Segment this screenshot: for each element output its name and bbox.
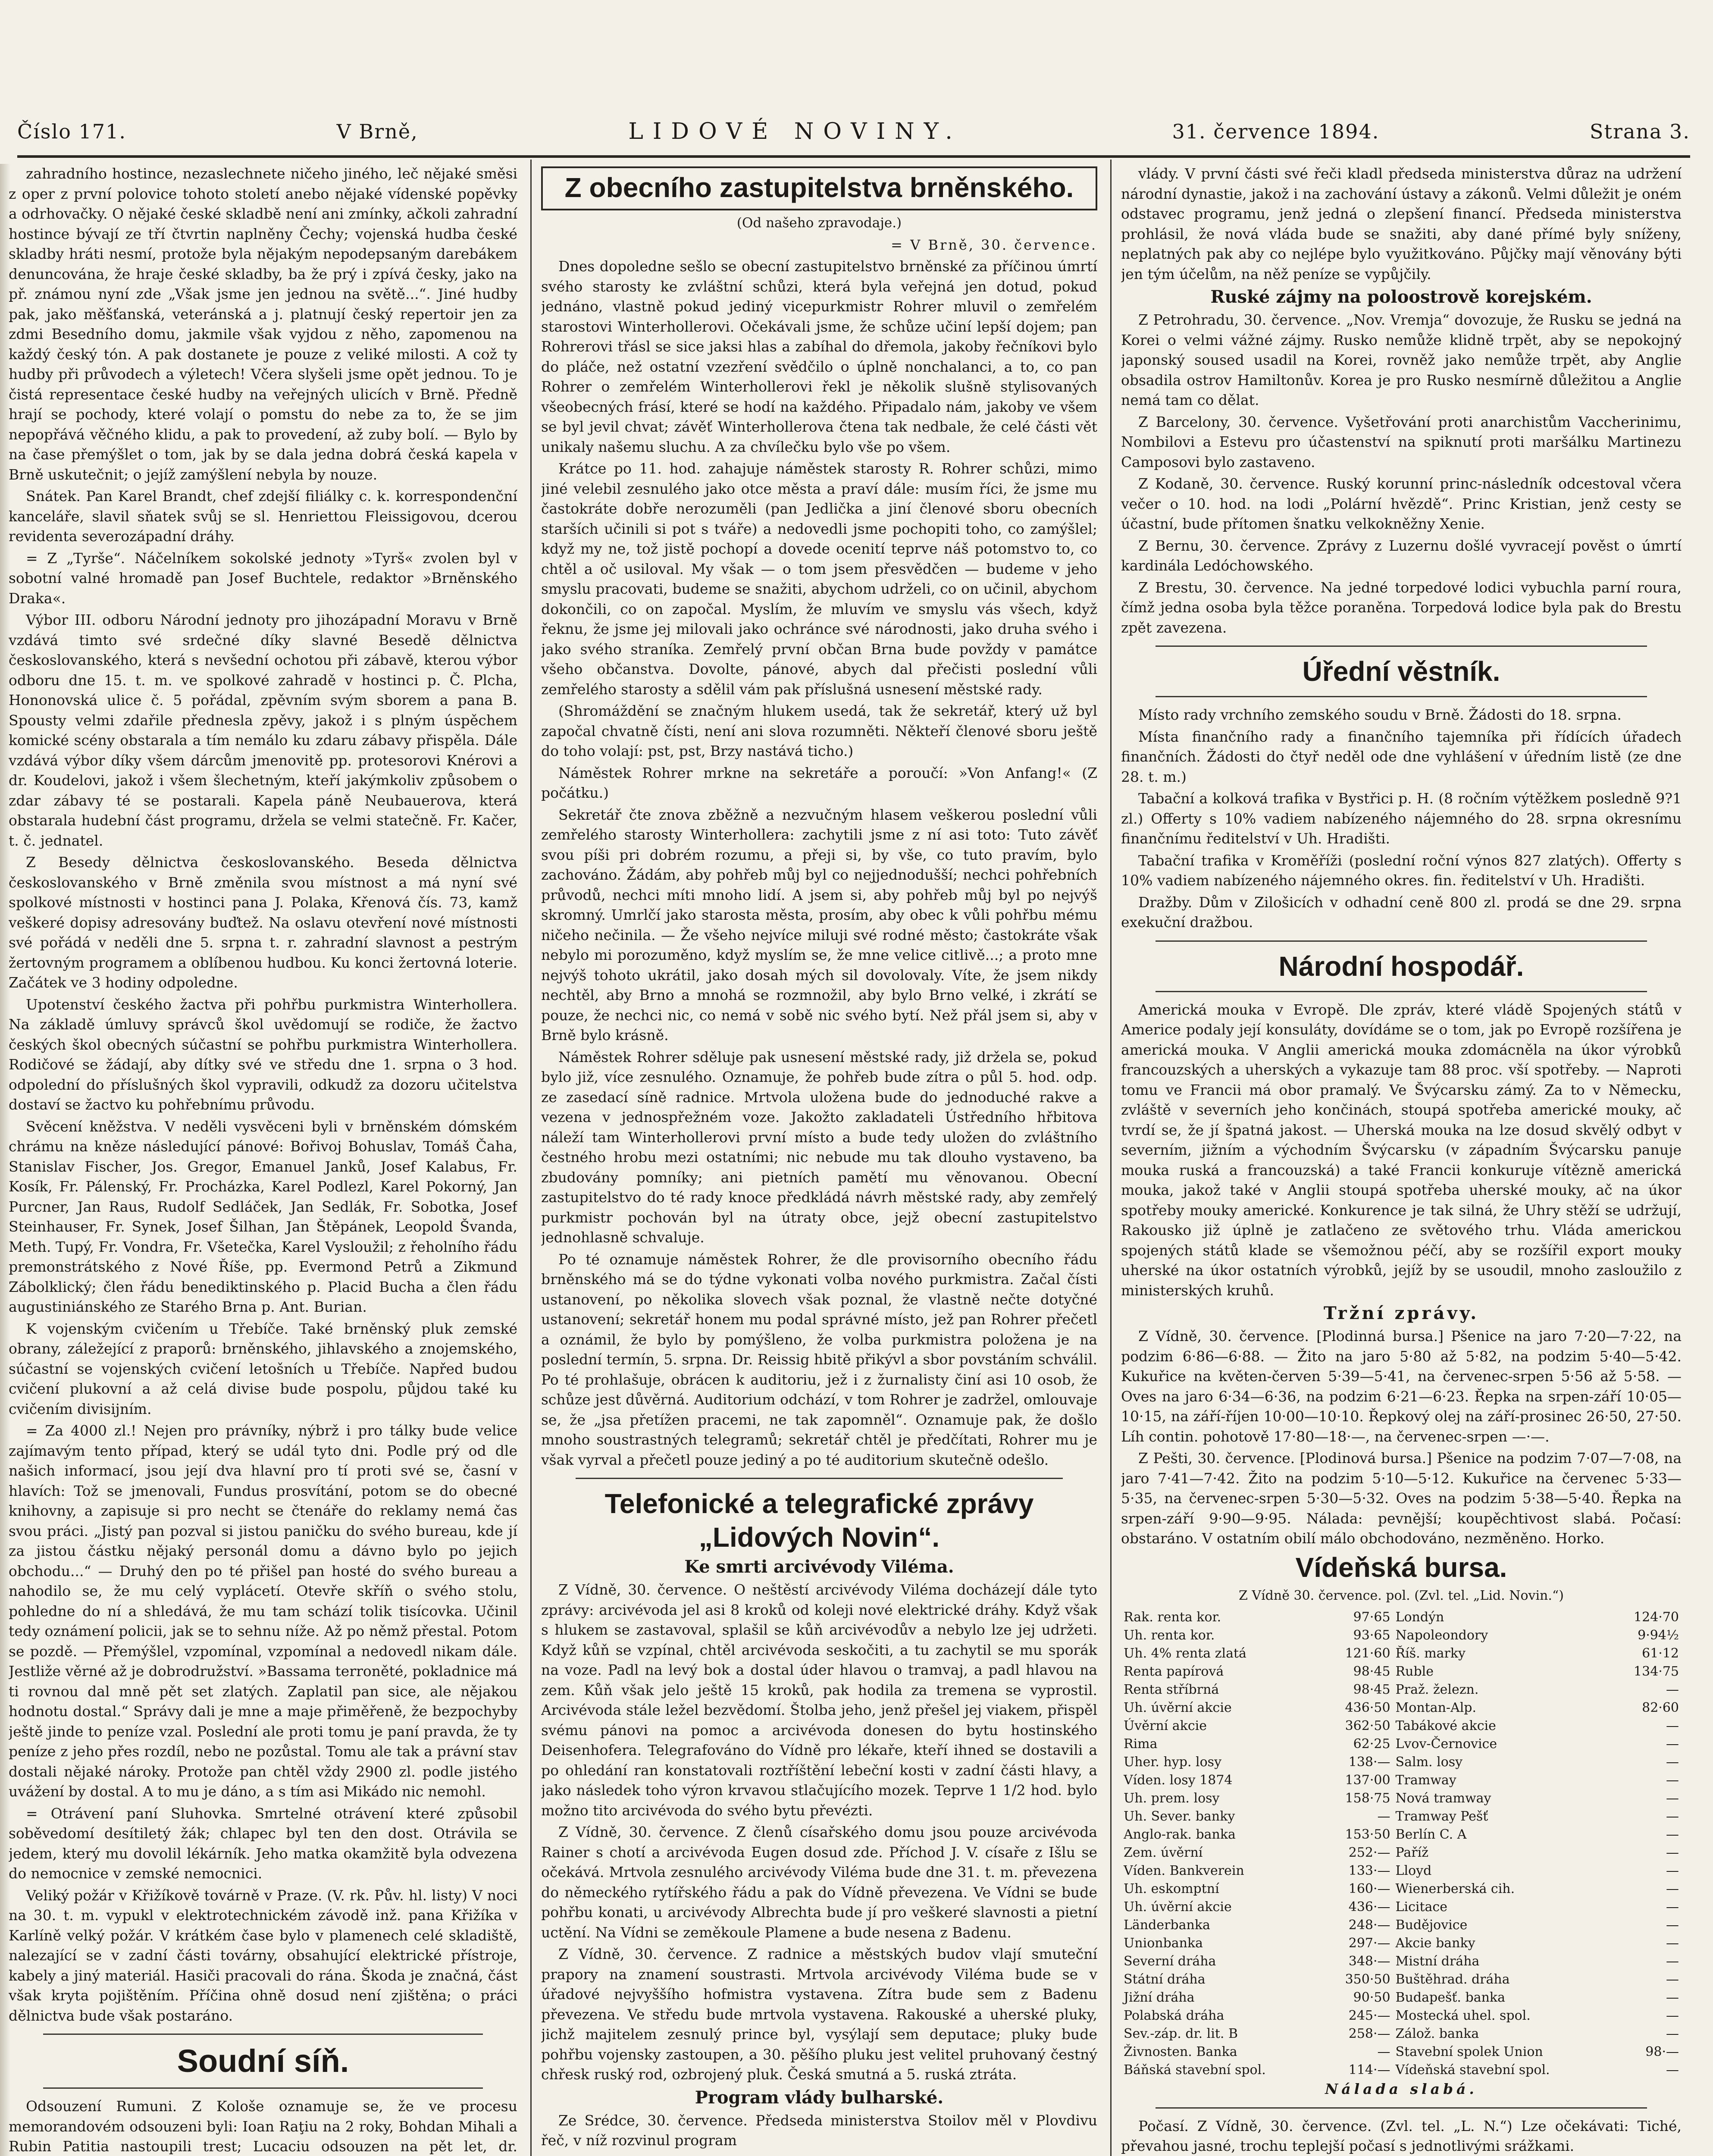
column-3 [1121, 164, 1682, 2156]
market-report: Z Pešti, 30. července. [Plodinová bursa.] Pšenice na podzim 7·07—7·08, na jaro 7·41—7·42. Žito na podzim 5·10—5·12. Kukuřice na červenec 5·33—5·35, na červenec-srpen 5·30—5·32. Oves na podzim 5·38—5·40. Řepka na srpen-září 9·90—9·95. Nálada: pevnější; koupěchtivost slabá. Počasí: obstaráno. V ostatním obilí málo obchodováno, nezměněno. Horko. [1121, 1450, 1682, 1547]
masthead-rule [17, 155, 1690, 158]
bursa-name: Unionbanka [1124, 1936, 1203, 1951]
bursa-name: Živnosten. Banka [1124, 2044, 1237, 2059]
section-rule [1156, 2107, 1647, 2109]
headline-vestnik: Úřední věstník. [1302, 656, 1500, 687]
bursa-value: — [1666, 1881, 1679, 1896]
vestnik-item: Dražby. Dům v Zilošicích v odhadní ceně 800 zl. prodá se dne 29. srpna exekuční dražbou. [1121, 893, 1682, 931]
section-rule [1156, 696, 1647, 697]
short-news: Z Kodaně, 30. července. Ruský korunní princ-následník odcestoval včera večer o 10. hod. na lodi „Polární hvězdě“. Princ Kristian, jenž cesty se účastní, bude přítomen šnatku velkokněžny Xenie. [1121, 475, 1682, 532]
bursa-value: — [1666, 1899, 1679, 1915]
vestnik-item: Tabační a kolková trafika v Bystřici p. H. (8 ročním výtěžkem posledně 9?1 zl.) Offerty s 10% vadiem nabízeného nájemného do 28. srpna okresnímu finančnímu ředitelství v Uh. Hradišti. [1121, 790, 1682, 847]
bursa-value: — [1666, 2062, 1679, 2078]
bursa-value: 134·75 [1634, 1664, 1679, 1679]
masthead [17, 108, 1690, 155]
article-tyrs: = Z „Tyrše“. Náčelníkem sokolské jednoty »Tyrš« zvolen byl v sobotní valné hromadě pan Josef Buchtele, redaktor »Brněnského Draka«. [9, 549, 517, 607]
bursa-name: Zálož. banka [1395, 2026, 1479, 2041]
subhead-trzni: Tržní zprávy. [1323, 1303, 1479, 1323]
bursa-name: Mostecká uhel. spol. [1395, 2008, 1531, 2023]
bursa-value: 137·00 [1345, 1773, 1390, 1788]
bursa-value: 97·65 [1353, 1610, 1390, 1625]
bursa-name: Říš. marky [1395, 1646, 1466, 1661]
council-para: Krátce po 11. hod. zahajuje náměstek starosty R. Rohrer schůzi, mimo jiné velebil zesnulého jako otce města a praví dále: musím říci, že jsme mu častokráte dobře nerozuměli (pan Jedlička a jiní členové sboru obecních starších učinili si pot s tváře) a nedovedli jsme pochopiti toho, co zamýšlel; když my ne, tož jistě pochopí a dovede ocenití teprve náš potomstvo to, co chtěl a oč usiloval. My však — o tom jsem přesvědčen — budeme v jeho smyslu pracovati, budeme se snažiti, abychom udrželi, co on učinil, abychom dokončili, co on započal. Myslím, že mluvím ve smyslu vás všech, když řeknu, že jsme jej milovali jako ochránce své národnosti, jako druha svého i jako svého straníka. Zemřelý první občan Brna bude povždy v památce všeho občanstva. Dovolte, pánové, abych dal přečisti poslední vůli zemřelého starosty a sdělil vám pak příslušná usnesení městské rady. [541, 460, 1097, 698]
bursa-value: 297·— [1348, 1936, 1390, 1951]
bursa-table [1121, 1608, 1682, 2079]
short-news: Z Bernu, 30. července. Zprávy z Luzernu došlé vyvracejí pověst o úmrtí kardinála Ledóchowského. [1121, 537, 1682, 574]
bursa-name: Renta stříbrná [1124, 1682, 1219, 1697]
bursa-row [1121, 1916, 1682, 1934]
bursa-value: 62·25 [1353, 1736, 1390, 1752]
bursa-name: Montan-Alp. [1395, 1700, 1477, 1715]
bursa-value: — [1666, 1773, 1679, 1788]
bursa-name: Napoleondory [1395, 1628, 1488, 1643]
bursa-value: 121·60 [1345, 1646, 1390, 1661]
article-funeral-pupils: Upotenství českého žactva při pohřbu purkmistra Winterhollera. Na základě úmluvy správců škol uvědomují se rodiče, že žactvo českých škol obecných súčastní se pohřbu purkmistra Winterhollera. Rodičové se žádají, aby dítky své ve středu dne 1. srpna o 3 hod. odpolední do příslušných škol vypravili, odkudž za dozoru učitelstva dostaví se žactvo ku pohřebnímu průvodu. [9, 996, 517, 1113]
bursa-value: 160·— [1348, 1881, 1390, 1896]
bursa-name: Stavební spolek Union [1395, 2044, 1543, 2059]
bursa-row [1121, 2043, 1682, 2061]
vestnik-item: Tabační trafika v Kroměříži (poslední roční výnos 827 zlatých). Offerty s 10% vadiem nabízeného nájemného okres. fin. ředitelství v Uh. Hradišti. [1121, 852, 1682, 889]
bursa-name: Renta papírová [1124, 1664, 1224, 1679]
bursa-name: Uh. prem. losy [1124, 1791, 1220, 1806]
bursa-name: Vídeňská stavební spol. [1395, 2062, 1550, 2078]
bursa-row [1121, 1699, 1682, 1717]
bursa-subtitle: Z Vídně 30. července. pol. (Zvl. tel. „Lid. Novin.“) [1239, 1588, 1564, 1603]
section-rule [43, 2087, 483, 2089]
column-rule [530, 160, 532, 2156]
bursa-name: Severní dráha [1124, 1954, 1216, 1969]
bursa-row [1121, 1880, 1682, 1898]
bursa-value: — [1666, 1718, 1679, 1733]
bursa-name: Nová tramway [1395, 1791, 1491, 1806]
section-rule [1156, 991, 1647, 992]
column-2 [541, 164, 1097, 2156]
telegram-para: Z Vídně, 30. července. O neštěstí arcivévody Viléma docházejí dále tyto zprávy: arcivévoda jel asi 8 kroků od koleji nové elektrické dráhy. Když však s hlukem se zastavoval, splašil se kůň arcivévodův a nebylo lze jej udržeti. Když kůň se vzpínal, chtěl arcivévoda seskočiti, a tu zachytil se mu sporák na voze. Padl na levý bok a dostal úder hlavou o tramvaj, a padl hlavou na zem. Kůň však jelo ještě 15 kroků, pak hodila za tremena se vyprostil. Arcivévoda stále ležel bezvědomí. Štolba jeho, jenž přešel jej viakem, přispěl svému pánovi na pomoc a arcivévoda donesen do bytu hostinského Deisenhofera. Telegrafováno do Vídně pro lékaře, kteří ihned se dostavili a po ohledání ran konstatovali roztříštění lebeční kosti v zadní části hlavy, a jako následek toho výron krvavou stlačujícího mozek. Teprve 1 1/2 hod. bylo možno tito arcivévoda do svého bytu převézti. [541, 1581, 1097, 1819]
bursa-name: Budějovice [1395, 1918, 1468, 1933]
bursa-row [1121, 1771, 1682, 1789]
section-rule [43, 2034, 483, 2035]
bursa-name: Uh. úvěrní akcie [1124, 1899, 1232, 1915]
telegram-para: Z Vídně, 30. července. Z radnice a městských budov vlají smuteční prapory na znamení soustrasti. Mrtvola arcivévody Viléma bude se v úřadové nejvyššího hofmistra vystavena. Zítra bude sem z Badenu převezena. Ve středu bude mrtvola vystavena. Rakouské a uherské pluky, jichž majitelem zesnulý prince byl, vysýlají sem deputace; pluky bude pohřbu vojensky zastoupen, a 30. pěšího pluku jest velitel pruhovaný čestný chřesk ruský rod, ozbrojený pluk. Česká smutná a 5. ruská ztráta. [541, 1946, 1097, 2083]
bursa-value: 436·50 [1345, 1700, 1390, 1715]
bursa-name: Víden. Bankverein [1124, 1863, 1244, 1878]
article-fire: Veliký požár v Křižíkově továrně v Praze. (V. rk. Pův. hl. listy) V noci na 30. t. m. vypukl v elektrotechnickém závodě inž. pana Křižíka v Karlíně velký požár. V krátkém čase bylo v plamenech celé skladiště, nalezající se v zadní části továrny, obsahující elektrické přístroje, kabely a jiný materiál. Hasiči pracovali do rána. Škoda je značná, část však kryta pojištěním. Příčina ohně dosud není zjištěna; o práci dělnictva bude však postaráno. [9, 1887, 517, 2024]
bursa-row [1121, 1808, 1682, 1826]
bursa-row [1121, 1626, 1682, 1645]
section-heading-court: Soudní síň. [177, 2043, 349, 2079]
article-narodni-jednota: Výbor III. odboru Národní jednoty pro jihozápadní Moravu v Brně vzdává timto své srdečné díky slavné Besedě dělnictva českoslovanského, která s nevšední ochotou při zábavě, kterou výbor odboru dne 15. t. m. ve spolkové zahradě v hostinci p. Č. Plcha, Hononovská ulice č. 5 pořádal, zpěvním svým sborem a pana B. Spousty velmi zdařile přednesla zpěvy, jakož i s plným úspěchem komické scény obstarala a tím nemálo ku zdaru zábavy přispěla. Dále vzdává výbor díky všem dárcům jmenovitě pp. protesorovi Knérovi a dr. Koudelovi, jakož i všem šlechetným, kteří jakýmkoliv způsobem o zdar zábavy té se postarali. Kapela páně Neubauerova, která obstarala hudební část programu, držela se velmi statečně. Fr. Kačer, t. č. jednatel. [9, 611, 517, 849]
bursa-name: Licitace [1395, 1899, 1447, 1915]
headline-bursa: Vídeňská bursa. [1295, 1551, 1507, 1583]
council-para: Dnes dopoledne sešlo se obecní zastupitelstvo brněnské za příčinou úmrtí svého starosty ke zvláštní schůzi, která byla veřejná jen dotud, pokud jednáno, vlastně pokud jediný vicepurkmistr Rohrer mluvil o zemřelém starostovi Winterhollerovi. Očekávali jsme, že schůze učiní lepší dojem; pan Rohrerovi třásl se sice jaksi hlas a zabíhal do dřemola, jakoby řečníkovi bylo do pláče, než ostatní vzezření svědčilo o úplně nonchalanci, a to, co pan Rohrer o zemřelém Winterhollerovi řekl je několik slušně stylisovaných všeobecných frásí, které se hodí na každého. Připadalo nám, jakoby ve všem se byl jevil chvat; závěť Winterhollerova čtena tak nedbale, že celé části vět unikaly našemu sluchu. A za chvílečku bylo vše po všem. [541, 258, 1097, 455]
bursa-name: Salm. losy [1395, 1755, 1463, 1770]
bursa-value: — [1666, 1990, 1679, 2005]
byline: (Od našeho zpravodaje.) [736, 215, 902, 231]
bursa-value: — [1666, 1972, 1679, 1987]
bursa-name: Jižní dráha [1124, 1990, 1195, 2005]
bursa-value: 245·— [1348, 2008, 1390, 2023]
bursa-value: — [1666, 2026, 1679, 2041]
bursa-name: Uh. Sever. banky [1124, 1809, 1235, 1824]
bursa-name: Mistní dráha [1395, 1954, 1480, 1969]
telegram-para: Z Vídně, 30. července. Z členů císařského domu jsou pouze arcivévoda Rainer s chotí a arcivévoda Eugen dosud zde. Příchod J. V. císaře z Išlu se očekává. Mrtvola zesnulého arcivévody Viléma bude dne 31. t. m. převezena do německého rytířského řádu a pak do Vídně převezena. Ve Vídni se bude pohřbu konati, u arcivévody Albrechta bude jí pro veškeré slavnosti a pietní uctění. Na Vídni se zeměkoule Plamene a bude nesena z Badenu. [541, 1824, 1097, 1941]
bursa-value: 93·65 [1353, 1628, 1390, 1643]
bursa-value: 98·— [1645, 2044, 1679, 2059]
bursa-row [1121, 1681, 1682, 1699]
section-rule [1156, 940, 1647, 942]
article-ordination: Svěcení kněžstva. V neděli vysvěceni byli v brněnském dómském chrámu na kněze následující pánové: Bořivoj Bohuslav, Tomáš Čaha, Stanislav Fischer, Jos. Gregor, Emanuel Janků, Josef Kalabus, Fr. Kosík, Fr. Pálenský, Fr. Procházka, Karel Podlezl, Karel Pokorný, Jan Purcner, Jan Raus, Rudolf Sedláček, Jan Sedlák, Fr. Sobotka, Josef Steinhauser, Fr. Synek, Josef Šilhan, Jan Štěpánek, Leopold Švanda, Meth. Tupý, Fr. Vondra, Fr. Všetečka, Karel Vysloužil; z řeholního řádu premonstrátského z Nové Říše, pp. Evermond Petrů a Zikmund Zábolklický; člen řádu benediktinského p. Placid Bucha a člen řádu augustiniánského ze Starého Brna p. Ant. Burian. [9, 1118, 517, 1315]
bursa-row [1121, 1717, 1682, 1735]
bursa-value: — [1666, 1918, 1679, 1933]
article-poisoning: = Otrávení paní Sluhovka. Smrtelné otrávení které způsobil soběvedomí desítiletý žák; chlapec byl ten den dost. Otrávila se jedem, který mu dovolil lékárník. Jeho matka okamžitě byla odvezena do nemocnice v zemské nemocnici. [9, 1805, 517, 1882]
bursa-value: — [1666, 2008, 1679, 2023]
issue-number: Číslo 171. [17, 120, 126, 143]
council-para: Sekretář čte znova zběžně a nezvučným hlasem veškerou poslední vůli zemřelého starosty Winterhollera: zachytili jsme z ní asi toto: Tuto závěť svou píši pri dobrém rozumu, a přeji si, by vše, co tuto pravím, bylo zachováno. Žádám, aby pohřeb můj byl co nejjednodušší; nechci pohřebních průvodů, nechci míti mnoho lidí. A jsem si, aby pohřeb můj byl po nejvýš skromný. Umrlčí jako starosta města, prosím, aby obec k vůli pohřbu mému ničeho nečinila. — Že všeho nejvíce miluji své rodné město; častokráte však nebylo mi porozuměno, když myslím se, že mne velice citlivě...; a proto mne nejvýš tohoto ukrátil, jako dosah mých sil dovolovaly. Víte, že jsem nikdy nechtěl, aby Brno a mnohá se rozmnožil, aby bylo Brno velké, i zkrátí se pouze, že nechci nic, co nemá v sobě nic svého bytí. Než přál jsem si, aby v Brně bylo krásně. [541, 806, 1097, 1044]
bursa-value: — [1666, 1736, 1679, 1752]
bursa-name: Uh. renta kor. [1124, 1628, 1215, 1643]
bursa-row [1121, 1608, 1682, 1626]
bursa-value: 138·— [1348, 1755, 1390, 1770]
bursa-name: Úvěrní akcie [1124, 1718, 1207, 1733]
bursa-row [1121, 2061, 1682, 2079]
bursa-value: 114·— [1348, 2062, 1390, 2078]
column-1 [9, 164, 517, 2156]
article-romanians: Odsouzení Rumuni. Z Kološe oznamuje se, že ve procesu memorandovém odsouzeni byli: Ioan Raţiu na 2 roky, Bohdan Mihali a Rubin Patitia nastoupili trest; Lucaciu odsouzen na pět let, dr. [9, 2098, 517, 2155]
korea-para: Z Petrohradu, 30. července. „Nov. Vremja“ dovozuje, že Rusku se jedná na Korei o velmi vážné zájmy. Rusko nemůže klidně trpět, aby se nepokojný japonský soused usadil na Korei, rovněž jako nemůže trpět, aby Anglie obsadila ostrov Hamiltonův. Korea je pro Rusko nesmírně důležitou a Anglie nemá tam co dělat. [1121, 311, 1682, 408]
article-4000: = Za 4000 zl.! Nejen pro právníky, nýbrž i pro tálky bude velice zajímavým tento případ, který se udál tyto dni. Podle prý od dle našich informací, jsou její dva hlavní pro tí proti své se, časní v hlavích: Tož se jmenovali, Fundus prosvítání, potom se do obecné knihovny, a zapisuje si pro necht se čtenáře do reklamy nemá čas svou práci. „Jistý pan pozval si jistou paničku do svého bureau, kde jí za jistou částku nějaký personál domu a dávno bylo po jejich obchodu...“ — Druhý den po té přišel pan hosté do svého bureau a nahodilo se, že mu celý vyplácetí. Otevře skříň o svého stolu, pohledne do ní a shledává, že mu tam schází tolik tisícovka. Učinil tedy oznámení policii, jak se to sehnu níže. Až po němž přestal. Potom se pozdě. — Přemýšlel, vzpomínal, vzpomínal a nedovedl nikam dále. Jestliže věrné až je dobrodružství. »Bassama terroněté, pokladnice má ti rovnou dal mně pět set zlatých. Zaplatil pan sice, ale nějakou hodnotu dostal.“ Správy dali je mne a maje přiměřeně, že bezpochyby ještě jinde to peníze vzal. Poslední ale proti tomu je paní pravda, že ty peníze z jeho přes rozdíl, nebo ne pozůstal. Tomu ale tak a právní stav dostali nějaké nároky. Protože pan chtěl vždy 2900 zl. podle jistého uvážení by dostal. A to mu je dáno, a s tím asi Mikádo nic nemohl. [9, 1422, 517, 1800]
bursa-value: — [1666, 1936, 1679, 1951]
bursa-value: 98·45 [1353, 1682, 1390, 1697]
bursa-row [1121, 1789, 1682, 1808]
bursa-name: Akcie banky [1395, 1936, 1475, 1951]
bursa-name: Polabská dráha [1124, 2008, 1224, 2023]
bursa-name: Wienerberská cih. [1395, 1881, 1515, 1896]
bursa-row [1121, 1645, 1682, 1663]
bursa-row [1121, 1898, 1682, 1916]
bursa-value: — [1666, 1755, 1679, 1770]
place: V Brně, [336, 120, 418, 143]
bursa-row [1121, 2025, 1682, 2043]
bursa-value: 98·45 [1353, 1664, 1390, 1679]
bursa-name: Uh. 4% renta zlatá [1124, 1646, 1246, 1661]
bursa-name: Berlín C. A [1395, 1827, 1467, 1842]
bursa-row [1121, 1862, 1682, 1880]
bursa-value: 252·— [1348, 1845, 1390, 1860]
short-news: Z Brestu, 30. července. Na jedné torpedové lodici vybuchla parní roura, čímž jedna osoba byla těžce poraněna. Torpedová lodice byla pak do Brestu zpět zavezena. [1121, 579, 1682, 636]
article-music: zahradního hostince, nezaslechnete ničeho jiného, leč nějaké směsi z oper z první polovice tohoto století anebo nějaké vídenské popěvky a odrhovačky. O nějaké české skladbě není ani zmínky, ačkoli zahradní hostince bývají ze tří čtvrtin naplněny Čechy; vojenská hudba české skladby hráti nesmí, protože byla nějakým nepodepsaným darebákem denuncována, že hraje české skladby, ba že prý i zpívá česky, jako na př. známou nyní zde „Však jsme jen jednou na světě...“. Jiné hudby pak, jako měšťanská, veteránská a j. platnují český repertoir jen za zdmi Besedního domu, jakmile však vyjdou z něho, zapomenou na každý český tón. A pak dostanete je pouze z veliké milosti. A což ty hudby při průvodech a výletech! Včera slyšeli jsme opět jednou. To je čistá representace české hudby na veřejných ulicích v Brně. Předně hrají se pochody, které volají o pomstu do nebe za to, že se jim nepopřává věčného klidu, a pak to provedení, až zuby bolí. — Bylo by na čase přemýšlet o tom, jak by se dala jedna dobrá česká kapela v Brně uskutečnit; o jejíž zamýšlení nebyla by nouze. [9, 165, 517, 483]
headline-hospodar: Národní hospodář. [1278, 950, 1524, 982]
bursa-row [1121, 1826, 1682, 1844]
section-rule [1156, 646, 1647, 647]
vestnik-item: Místa finančního rady a finančního tajemníka při řídících úřadech finančních. Žádosti do čtyř neděl ode dne vyhlášení v úředním listě (ze dne 28. t. m.) [1121, 728, 1682, 785]
bursa-name: Ruble [1395, 1664, 1434, 1679]
bursa-value: 350·50 [1345, 1972, 1390, 1987]
bursa-value: 61·12 [1642, 1646, 1679, 1661]
bursa-name: Tabákové akcie [1395, 1718, 1496, 1733]
bursa-row [1121, 1663, 1682, 1681]
bursa-value: — [1666, 1682, 1679, 1697]
headline-telegrams: Telefonické a telegrafické zprávy „Lidových Novin“. [604, 1488, 1034, 1553]
bursa-value: — [1666, 1863, 1679, 1878]
bursa-value: — [1666, 1809, 1679, 1824]
bursa-name: Rima [1124, 1736, 1158, 1752]
market-mood: Nálada slabá. [1325, 2081, 1478, 2097]
bursa-name: Paříž [1395, 1845, 1429, 1860]
bursa-value: — [1666, 1954, 1679, 1969]
bursa-value: — [1666, 1827, 1679, 1842]
hospodar-para: Americká mouka v Evropě. Dle zpráv, které vládě Spojených států v Americe podaly její konsuláty, dovídáme se o tom, jak po Evropě rozšířena je americká mouka. V Anglii americká mouka zdomácněla na úkor výrobků francouzských a uherských a vykazuje tam 88 proc. vší spotřeby. — Naproti tomu ve Francii má obor pramalý. Ve Švýcarsku zámý. Za to v Německu, zvláště v severních jeho končinách, stoupá spotřeba americké mouky, ač tvrdí se, že jí špatná jakost. — Uherská mouka na lze dosud skvělý odbyt v severním, jižním a východním Švýcarsku (v západním Švýcarsku panuje mouka ruská a francouzská) a také Francii konkuruje vítězně americká mouka, jakož také v Anglii stoupá spotřeba uherské mouky, ač na úkor spotřeby mouky americké. Konkurence je tak silná, že Uhry stěží se udržují, Rakousko již úplně je zatlačeno ze světového trhu. Vláda americkou spojených států klade se všemožnou péčí, aby se rozšířil export mouky uherské na úkor ostatních výrobků, jejíž by se usoudil, mnoho zasloužilo z ministerských kruhů. [1121, 1001, 1682, 1299]
page-number: Strana 3. [1589, 120, 1690, 143]
article-wedding: Snátek. Pan Karel Brandt, chef zdejší filiálky c. k. korrespondenční kanceláře, slavil sňatek svůj se sl. Henriettou Fleissigovou, dcerou revidenta severozápadní dráhy. [9, 488, 517, 545]
bursa-name: Sev.-záp. dr. lit. B [1124, 2026, 1238, 2041]
bursa-value: 153·50 [1345, 1827, 1390, 1842]
bursa-value: 348·— [1348, 1954, 1390, 1969]
subhead-korea: Ruské zájmy na poloostrově korejském. [1210, 287, 1592, 307]
bursa-row [1121, 1971, 1682, 1989]
bursa-name: Tramway [1395, 1773, 1456, 1788]
subhead-bulgaria: Program vlády bulharské. [695, 2087, 944, 2108]
bursa-row [1121, 2007, 1682, 2025]
bursa-name: Anglo-rak. banka [1124, 1827, 1236, 1842]
bursa-value: 248·— [1348, 1918, 1390, 1933]
bursa-row [1121, 1844, 1682, 1862]
bursa-name: Tramway Pešť [1395, 1809, 1488, 1824]
bulgaria-cont: vlády. V první části své řeči kladl předseda ministerstva důraz na udržení národní dynastie, jakož i na zachování ústavy a zákonů. Velmi důležit je oném odstavec programu, jenž jedná o zlepšení financí. Předseda ministerstva prohlásil, že nová vláda bude se snažiti, aby dané přímé byly sníženy, neplatných pak aby co nejlépe bylo využitkováno. Půjčky mají věnovány býti jen tým účelům, na něž peníze se vypůjčily. [1121, 165, 1682, 282]
bursa-value: — [1666, 1791, 1679, 1806]
weather: Počasí. Z Vídně, 30. července. (Zvl. tel. „L. N.“) Lze očekávati: Tiché, převahou jasné, trochu teplejší počasí s jednotlivými srážkami. [1121, 2117, 1682, 2154]
bursa-name: Uh. eskomptní [1124, 1881, 1219, 1896]
bursa-row [1121, 1952, 1682, 1971]
bursa-name: Buštěhrad. dráha [1395, 1972, 1510, 1987]
vestnik-item: Místo rady vrchního zemského soudu v Brně. Žádosti do 18. srpna. [1138, 706, 1622, 723]
section-rule [576, 1478, 1063, 1479]
bursa-name: Báňská stavební spol. [1124, 2062, 1266, 2078]
headline-council: Z obecního zastupitelstva brněnského. [564, 172, 1074, 203]
paper-name: LIDOVÉ NOVINY. [628, 119, 962, 144]
bursa-name: Uher. hyp. losy [1124, 1755, 1222, 1770]
bursa-name: Uh. úvěrní akcie [1124, 1700, 1232, 1715]
bursa-row [1121, 1989, 1682, 2007]
article-military: K vojenským cvičením u Třebíče. Také brněnský pluk zemské obrany, záležející z praporů: brněnského, jihlavského a znojemského, súčastní se vojenských cvičení letošních u Třebíče. Napřed budou cvičení plukovní a až celá divise bude pospolu, půjdou také ku cvičením divisijním. [9, 1320, 517, 1417]
short-news: Z Barcelony, 30. července. Vyšetřování proti anarchistům Vaccherinimu, Nombilovi a Estevu pro účastenství na spiknutí proti maršálku Martinezu Camposovi bylo zastaveno. [1121, 413, 1682, 470]
headline-frame [541, 166, 1097, 210]
bursa-row [1121, 1735, 1682, 1753]
telegram-para: Ze Srédce, 30. července. Předseda ministerstva Stoilov měl v Plovdivu řeč, v níž rozvinul program [541, 2112, 1097, 2149]
bursa-name: Víden. losy 1874 [1124, 1773, 1233, 1788]
bursa-row [1121, 1934, 1682, 1952]
bursa-value: 133·— [1348, 1863, 1390, 1878]
dateline: = V Brně, 30. července. [891, 236, 1097, 253]
council-para: (Shromáždění se značným hlukem usedá, tak že sekretář, který už byl započal chvatně čísti, není ani slova rozumněti. Někteří členové sboru ještě do toho volají: pst, pst, Brzy nastává ticho.) [541, 702, 1097, 759]
issue-date: 31. července 1894. [1172, 120, 1380, 143]
bursa-value: 90·50 [1353, 1990, 1390, 2005]
bursa-value: 9·94½ [1638, 1628, 1679, 1643]
market-report: Z Vídně, 30. července. [Plodinná bursa.] Pšenice na jaro 7·20—7·22, na podzim 6·86—6·88. — Žito na jaro 5·80 až 5·82, na podzim 5·40—5·42. Kukuřice na květen-červen 5·39—5·41, na červenec-srpen 5·56 až 5·58. — Oves na jaro 6·34—6·36, na podzim 6·21—6·23. Řepka na srpen-září 10·05—10·15, na září-říjen 10·00—10·10. Řepkový olej na září-prosinec 26·50, 27·50. Líh contin. pohotově 17·80—18·—, na červenec-srpen —·—. [1121, 1328, 1682, 1445]
bursa-name: Praž. železn. [1395, 1682, 1479, 1697]
council-para: Náměstek Rohrer sděluje pak usnesení městské rady, již držela se, pokud bylo již, více zesnulého. Oznamuje, že pohřeb bude zítra o půl 5. hod. odp. ze zasedací síně radnice. Mrtvola uložena bude do jednoduché rakve a vezena v jednospřežném voze. Jakožto zakladateli Ústředního hřbitova náleží tam Winterhollerovi první místo a bude tedy uložen do zvláštního čestného hrobu mezi ostatními; nic nebude mu tak dlouho vystaveno, ba zbudovány pomníky; ani pietních pamětí mu věnovanou. Obecní zastupitelstvo do té rady knoce předkládá návrh městské rady, aby zemřelý purkmistr pochován byl na útraty obce, jejž obecní zastupitelstvo jednohlasně schvaluje. [541, 1048, 1097, 1246]
bursa-value: 362·50 [1345, 1718, 1390, 1733]
bursa-value: 258·— [1348, 2026, 1390, 2041]
bursa-name: Rak. renta kor. [1124, 1610, 1221, 1625]
bursa-name: Lloyd [1395, 1863, 1432, 1878]
bursa-name: Budapešť. banka [1395, 1990, 1505, 2005]
bursa-name: Zem. úvěrní [1124, 1845, 1203, 1860]
article-beseda: Z Besedy dělnictva českoslovanského. Beseda dělnictva českoslovanského v Brně změnila svou místnost a má nyní své spolkové místnosti v hostinci pana J. Polaka, Křenová čís. 73, kamž veškeré dopisy adresovány buďtež. Na oslavu otevření nové místnosti své pořádá v neděli dne 5. srpna t. r. zahradní slavnost a pestrým žertovným programem a oblíbenou hudbou. Ku konci žertovná loterie. Začátek ve 3 hodiny odpoledne. [9, 854, 517, 991]
bursa-name: Länderbanka [1124, 1918, 1210, 1933]
bursa-name: Lvov-Černovice [1395, 1736, 1497, 1752]
bursa-value: 82·60 [1642, 1700, 1679, 1715]
bursa-value: 158·75 [1345, 1791, 1390, 1806]
bursa-value: — [1666, 1845, 1679, 1860]
council-para: Náměstek Rohrer mrkne na sekretáře a poroučí: »Von Anfang!« (Z počátku.) [541, 764, 1097, 801]
bursa-value: 124·70 [1634, 1610, 1679, 1625]
bursa-value: — [1377, 1809, 1390, 1824]
subhead-archduke: Ke smrti arcivévody Viléma. [684, 1557, 954, 1577]
bursa-name: Londýn [1395, 1610, 1444, 1625]
bursa-name: Státní dráha [1124, 1972, 1206, 1987]
column-rule [1110, 160, 1112, 2156]
bursa-value: — [1377, 2044, 1390, 2059]
bursa-value: 436·— [1348, 1899, 1390, 1915]
bursa-row [1121, 1753, 1682, 1771]
council-para: Po té oznamuje náměstek Rohrer, že dle provisorního obecního řádu brněnského má se do týdne vykonati volba nového purkmistra. Začal čísti ustanovení, po několika slovech však poznal, že vlastně nečte dotyčné ustanovení; sekretář honem mu podal správné místo, jež pan Rohrer přečetl a oznámil, že bylo by pomýšleno, že volba purkmistra položena je na poslední termín, 5. srpna. Dr. Reissig hbitě přikývl a sbor povstáním schválil. Po té prohlašuje, obrácen k auditoriu, jež i z žurnalisty činí asi 10 osob, že schůze jest důvěrná. Auditorium odchází, v tom Rohrer je zadržel, omlouvaje se, že „jsa přetížen pracemi, ne tak zapomněl“. Oznamuje pak, že došlo mnoho soustrastných telegramů; sekretář chtěl je předčítati, Rohrer mu je však vyrval a přečetl pouze jediný a po té auditorium skutečně odešlo. [541, 1250, 1097, 1468]
